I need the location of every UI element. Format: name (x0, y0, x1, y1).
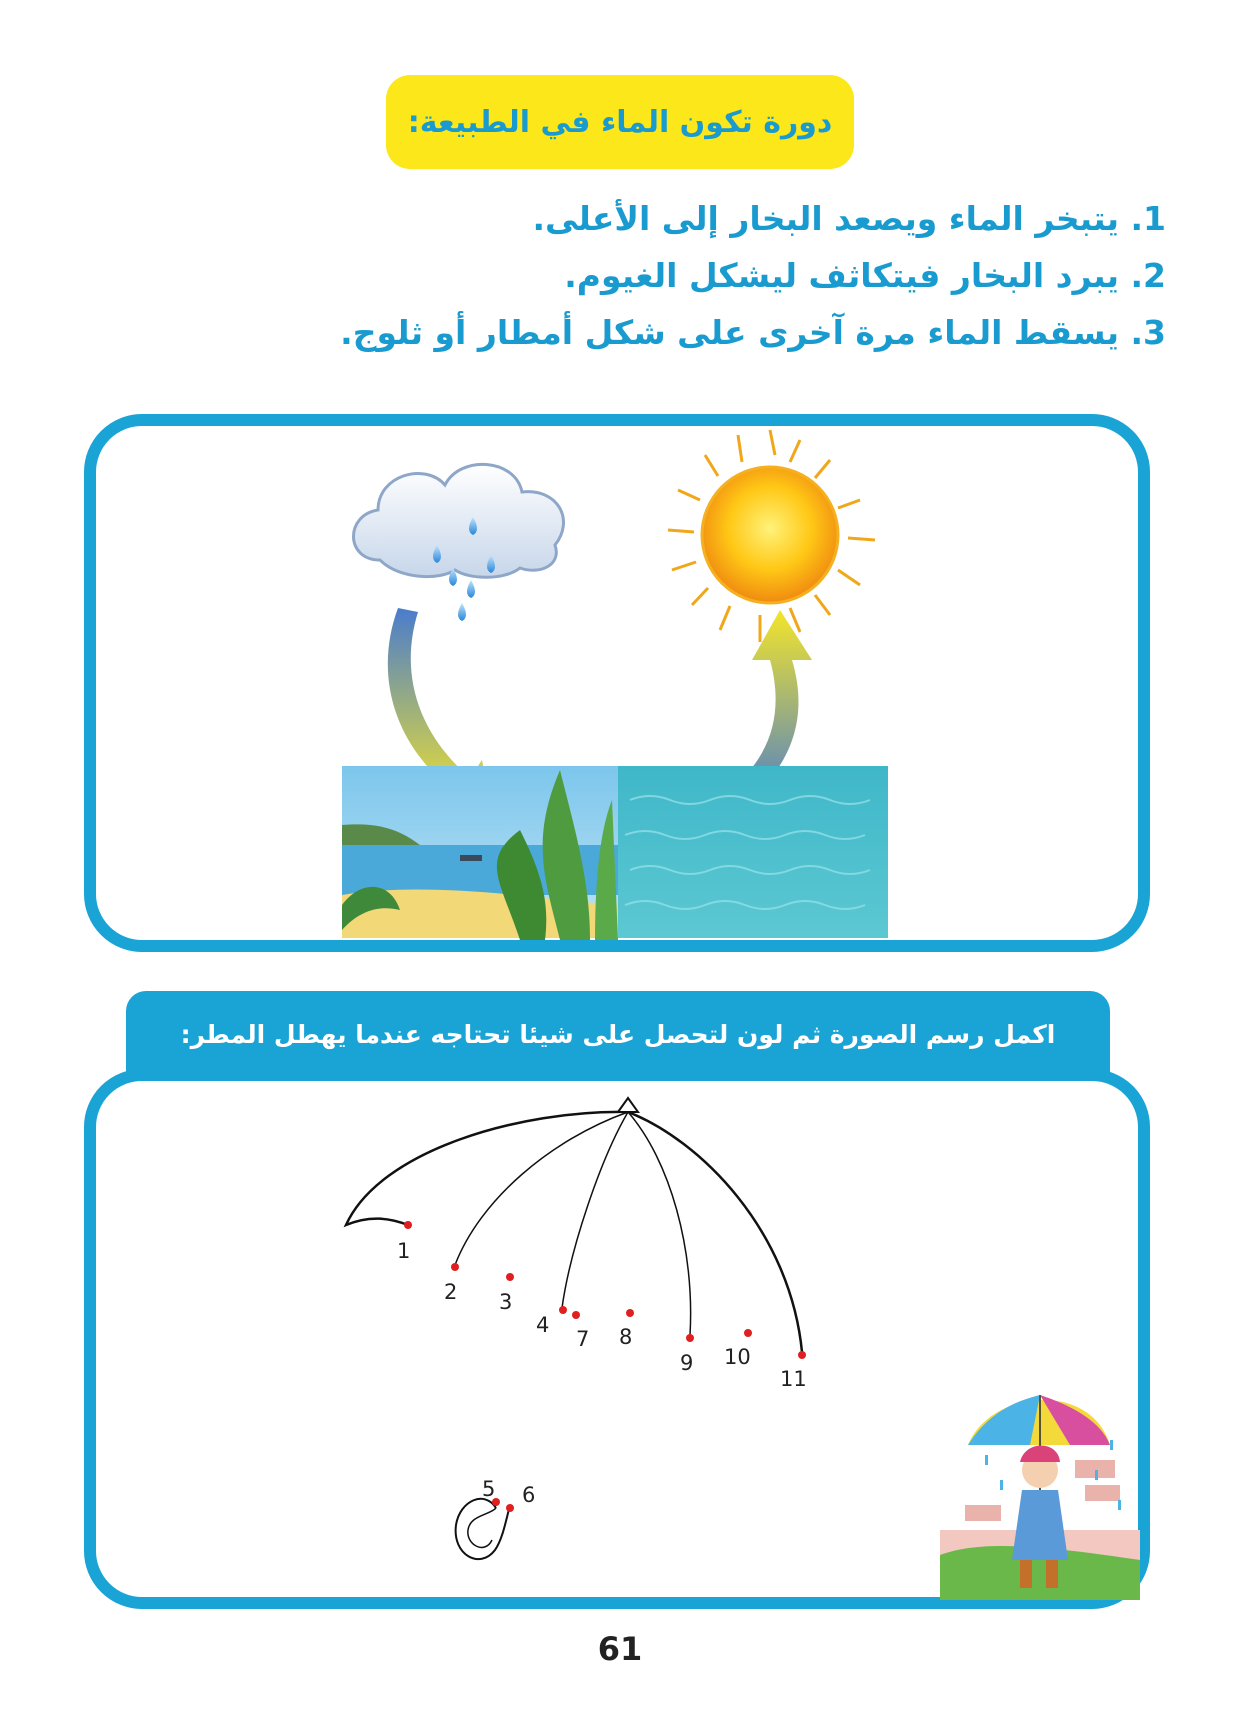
umbrella-outline (346, 1098, 802, 1559)
dot-7 (572, 1311, 580, 1319)
dot-10 (744, 1329, 752, 1337)
dot-label-1: 1 (397, 1239, 411, 1263)
dot-3 (506, 1273, 514, 1281)
page-number: 61 (597, 1630, 643, 1668)
step-1: 1. يتبخر الماء ويصعد البخار إلى الأعلى. (532, 199, 1166, 238)
dot-8 (626, 1309, 634, 1317)
dot-6 (506, 1504, 514, 1512)
dot-label-8: 8 (619, 1325, 633, 1349)
dot-1 (404, 1221, 412, 1229)
girl-with-umbrella-image (940, 1395, 1140, 1600)
step-3: 3. يسقط الماء مرة آخرى على شكل أمطار أو ثلوج. (340, 313, 1166, 352)
step-2: 2. يبرد البخار فيتكاثف ليشكل الغيوم. (564, 256, 1166, 295)
dot-label-2: 2 (444, 1280, 458, 1304)
dot-label-10: 10 (724, 1345, 751, 1369)
dot-9 (686, 1334, 694, 1342)
dot-label-4: 4 (536, 1313, 550, 1337)
dot-4 (559, 1306, 567, 1314)
page-title: دورة تكون الماء في الطبيعة: (407, 104, 833, 140)
dot-11 (798, 1351, 806, 1359)
dot-label-7: 7 (576, 1327, 590, 1351)
dot-label-11: 11 (780, 1367, 807, 1391)
dot-label-5: 5 (482, 1477, 496, 1501)
dot-label-3: 3 (499, 1290, 513, 1314)
dot-2 (451, 1263, 459, 1271)
instruction-text: اكمل رسم الصورة ثم لون لتحصل على شيئا تحتاجه عندما يهطل المطر: (180, 1019, 1056, 1049)
dot-label-6: 6 (522, 1483, 536, 1507)
dot-labels (397, 1239, 807, 1507)
dot-label-9: 9 (680, 1351, 694, 1375)
